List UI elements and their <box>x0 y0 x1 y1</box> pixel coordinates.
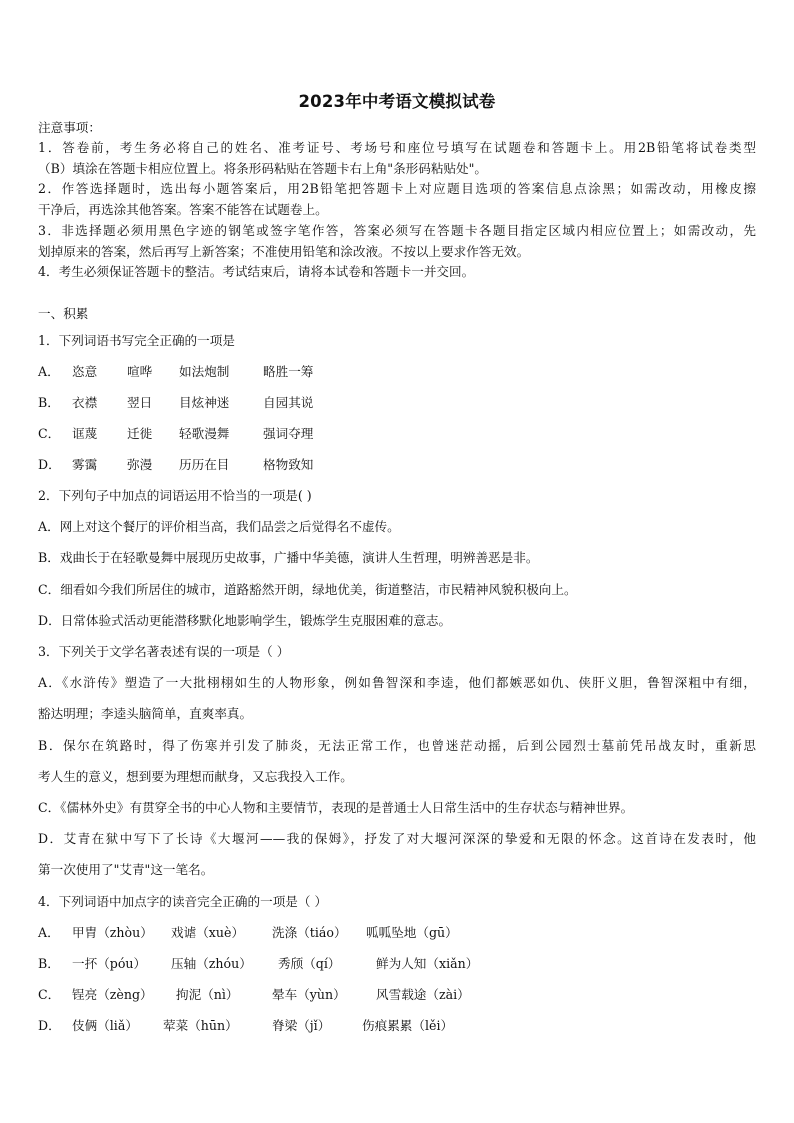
option-word: 荤菜（hūn） <box>163 1018 238 1033</box>
option-text: B．保尔在筑路时，得了伤寒并引发了肺炎，无法正常工作，也曾迷茫动摇，后到公园烈士墓前凭吊战友时，重新思 <box>38 738 756 753</box>
page-title: 2023年中考语文模拟试卷 <box>298 92 496 111</box>
option-label: B． <box>38 956 60 971</box>
option-word: 诓蔑 <box>72 426 98 441</box>
section-title: 一、积累 <box>38 306 89 321</box>
option-word: 风雪载途（zài） <box>376 987 470 1002</box>
option-word: 喧哗 <box>127 364 153 379</box>
notice-line: 4．考生必须保证答题卡的整洁。考试结束后，请将本试卷和答题卡一并交回。 <box>38 264 475 279</box>
option-word: 格物致知 <box>263 457 314 472</box>
option-word: 迁徙 <box>127 426 153 441</box>
option-row <box>38 1018 756 1034</box>
option-word: 呱呱坠地（gū） <box>366 925 458 940</box>
option-word: 秀颀（qí） <box>278 956 341 971</box>
question-stem: 4．下列词语中加点字的读音完全正确的一项是（ ） <box>38 894 328 909</box>
option-row <box>38 364 756 380</box>
option-word: 甲胄（zhòu） <box>72 925 153 940</box>
option-word: 历历在目 <box>179 457 230 472</box>
option-label: B． <box>38 395 60 410</box>
option-text: D．日常体验式活动更能潜移默化地影响学生，锻炼学生克服困难的意志。 <box>38 613 452 628</box>
option-word: 轻歌漫舞 <box>179 426 230 441</box>
option-word: 拘泥（nì） <box>176 987 239 1002</box>
option-word: 伤痕累累（lěi） <box>362 1018 454 1033</box>
option-word: 衣襟 <box>72 395 98 410</box>
option-text: 豁达明理；李逵头脑简单，直爽率真。 <box>38 706 253 721</box>
option-label: C． <box>38 987 61 1002</box>
option-text: A．网上对这个餐厅的评价相当高，我们品尝之后觉得名不虚传。 <box>38 519 400 534</box>
option-word: 脊梁（jǐ） <box>272 1018 331 1033</box>
option-text: B．戏曲长于在轻歌曼舞中展现历史故事，广播中华美德，演讲人生哲理，明辨善恶是非。 <box>38 550 539 565</box>
option-row <box>38 457 756 473</box>
notice-line: 2．作答选择题时，选出每小题答案后，用2B铅笔把答题卡上对应题目选项的答案信息点涂黑；如需改动，用橡皮擦 <box>38 181 756 196</box>
notice-heading: 注意事项： <box>38 120 101 135</box>
option-row <box>38 395 756 411</box>
question-stem: 1．下列词语书写完全正确的一项是 <box>38 333 235 348</box>
option-text: 第一次使用了"艾青"这一笔名。 <box>38 862 214 877</box>
option-word: 洗涤（tiáo） <box>272 925 347 940</box>
option-word: 自园其说 <box>263 395 314 410</box>
option-text: D．艾青在狱中写下了长诗《大堰河——我的保姆》，抒发了对大堰河深深的挚爱和无限的怀念。这首诗在发表时，他 <box>38 831 756 846</box>
option-word: 戏谑（xuè） <box>171 925 245 940</box>
notice-line: 划掉原来的答案，然后再写上新答案；不准使用铅笔和涂改液。不按以上要求作答无效。 <box>38 244 530 259</box>
option-label: C． <box>38 426 61 441</box>
option-word: 强词夺理 <box>263 426 314 441</box>
option-word: 略胜一筹 <box>263 364 314 379</box>
option-word: 鲜为人知（xiǎn） <box>376 956 479 971</box>
option-word: 翌日 <box>127 395 153 410</box>
option-label: D． <box>38 457 61 472</box>
notice-line: （B）填涂在答题卡相应位置上。将条形码粘贴在答题卡右上角"条形码粘贴处"。 <box>38 161 488 176</box>
option-text: C．细看如今我们所居住的城市，道路豁然开朗，绿地优美，街道整洁，市民精神风貌积极向上。 <box>38 582 577 597</box>
option-text: A．《水浒传》塑造了一大批栩栩如生的人物形象，例如鲁智深和李逵，他们都嫉恶如仇、侠肝义胆，鲁智深粗中有细， <box>38 675 756 690</box>
option-word: 伎俩（liǎ） <box>72 1018 138 1033</box>
option-word: 弥漫 <box>127 457 153 472</box>
option-label: A． <box>38 925 60 940</box>
question-stem: 2．下列句子中加点的词语运用不恰当的一项是( ) <box>38 488 312 503</box>
option-text: C．《儒林外史》有贯穿全书的中心人物和主要情节，表现的是普通士人日常生活中的生存状态与精神世界。 <box>38 800 634 815</box>
option-word: 雾霭 <box>72 457 98 472</box>
option-word: 目炫神迷 <box>179 395 230 410</box>
option-word: 一抔（póu） <box>72 956 147 971</box>
notice-line: 3．非选择题必须用黑色字迹的钢笔或签字笔作答，答案必须写在答题卡各题目指定区域内相应位置上；如需改动，先 <box>38 223 756 238</box>
notice-line: 1．答卷前，考生务必将自己的姓名、准考证号、考场号和座位号填写在试题卷和答题卡上。用2B铅笔将试卷类型 <box>38 140 756 155</box>
notice-line: 干净后，再选涂其他答案。答案不能答在试题卷上。 <box>38 202 328 217</box>
option-label: D． <box>38 1018 61 1033</box>
option-word: 晕车（yùn） <box>272 987 346 1002</box>
option-word: 恣意 <box>72 364 98 379</box>
option-word: 压轴（zhóu） <box>171 956 252 971</box>
option-text: 考人生的意义，想到要为理想而献身，又忘我投入工作。 <box>38 769 353 784</box>
option-word: 如法炮制 <box>179 364 230 379</box>
option-row <box>38 426 756 442</box>
option-row <box>38 956 756 972</box>
question-stem: 3．下列关于文学名著表述有误的一项是（ ） <box>38 644 290 659</box>
option-row <box>38 987 756 1003</box>
option-word: 锃亮（zèng） <box>72 987 153 1002</box>
option-row <box>38 925 756 941</box>
option-label: A． <box>38 364 60 379</box>
